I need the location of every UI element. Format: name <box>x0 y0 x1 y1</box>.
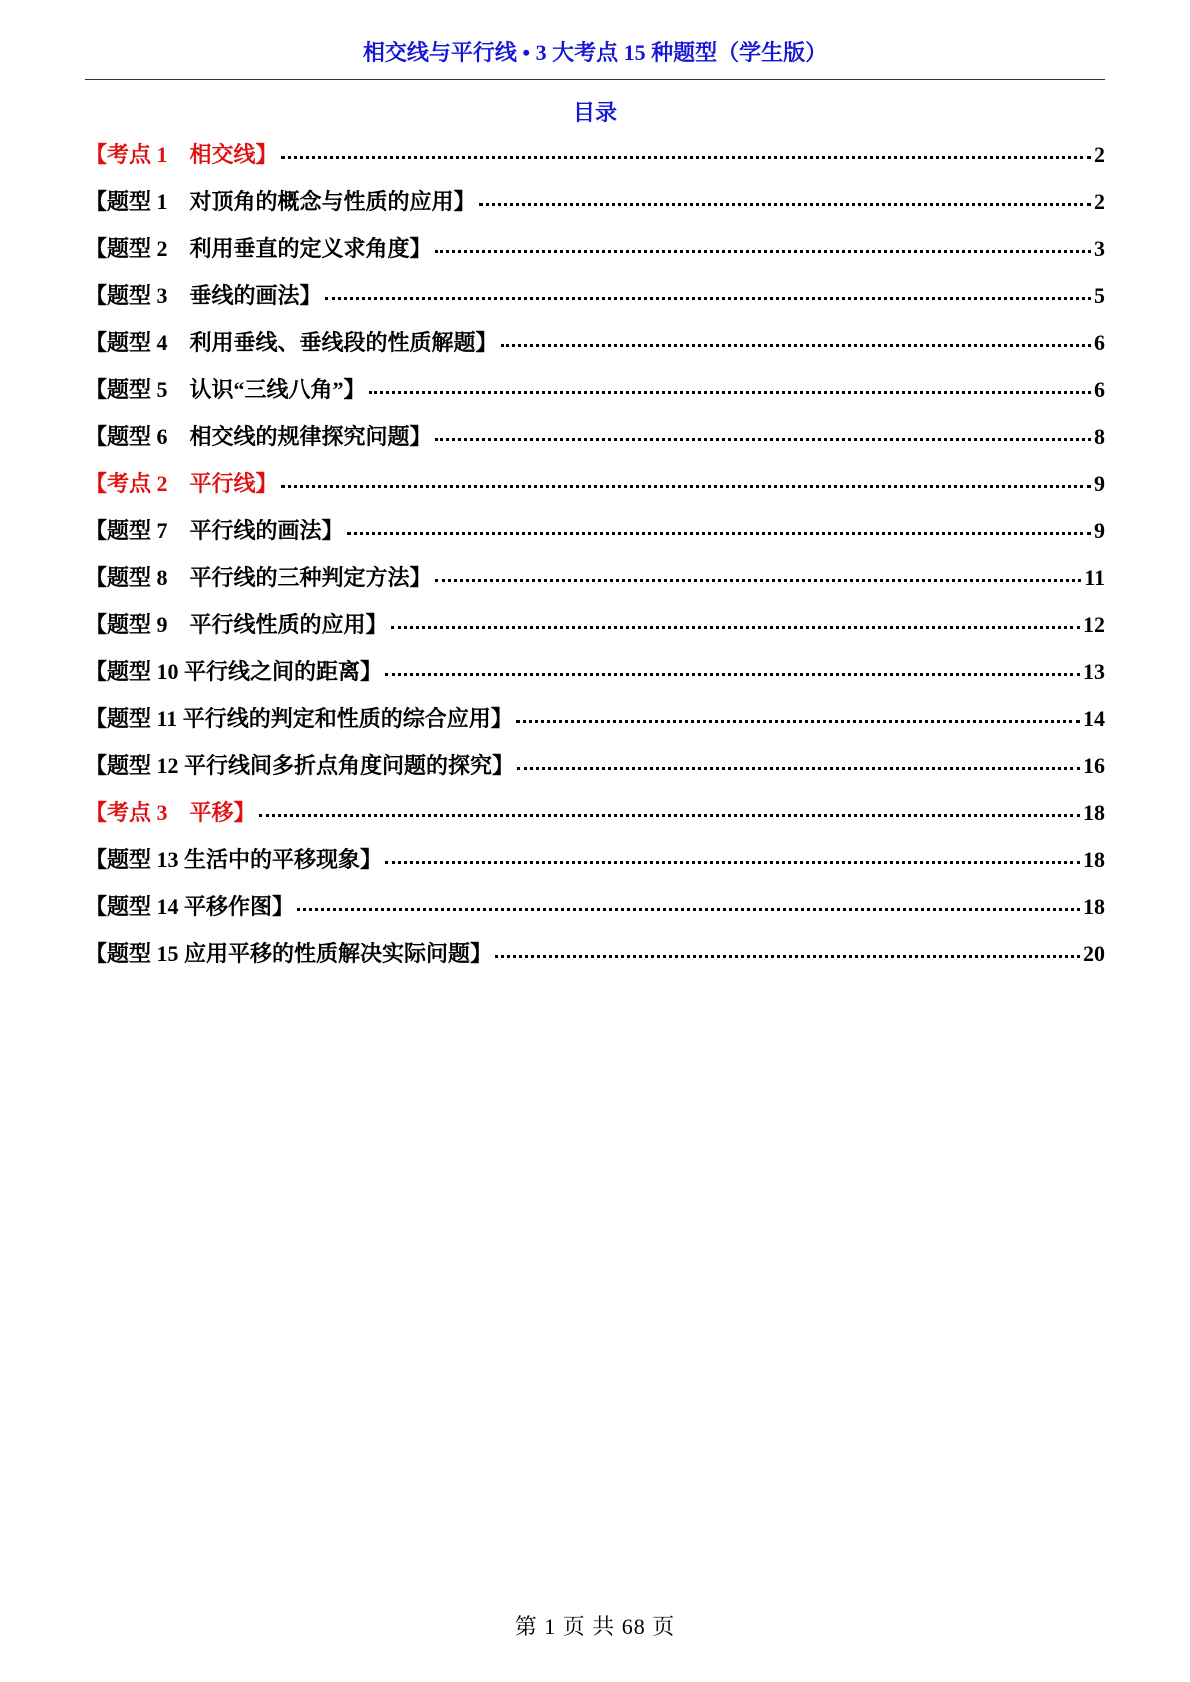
toc-entry-label: 【考点 1 相交线】 <box>85 142 278 167</box>
toc-item-entry[interactable] <box>85 420 1105 467</box>
toc-item-entry[interactable] <box>85 514 1105 561</box>
toc-entry-label: 【题型 5 认识“三线八角”】 <box>85 377 366 402</box>
toc-entry-label: 【题型 14 平移作图】 <box>85 894 295 919</box>
toc-page-number: 2 <box>1094 189 1105 214</box>
toc-entry-label: 【题型 13 生活中的平移现象】 <box>85 847 383 872</box>
toc-page-number: 16 <box>1083 753 1105 778</box>
toc-leader-dots <box>495 955 1080 958</box>
toc-page-number: 3 <box>1094 236 1105 261</box>
toc-page-number: 11 <box>1084 565 1105 590</box>
toc-entry-label: 【题型 10 平行线之间的距离】 <box>85 659 383 684</box>
toc-entry-label: 【题型 12 平行线间多折点角度问题的探究】 <box>85 753 515 778</box>
toc-item-entry[interactable] <box>85 608 1105 655</box>
toc-page-number: 20 <box>1083 941 1105 966</box>
toc-page-number: 6 <box>1094 377 1105 402</box>
toc-entry-label: 【题型 6 相交线的规律探究问题】 <box>85 424 432 449</box>
toc-entry-label: 【考点 3 平移】 <box>85 800 256 825</box>
toc-entry-label: 【题型 11 平行线的判定和性质的综合应用】 <box>85 706 513 731</box>
toc-section-entry[interactable] <box>85 467 1105 514</box>
toc-item-entry[interactable] <box>85 185 1105 232</box>
page-footer: 第 1 页 共 68 页 <box>514 1614 676 1639</box>
toc-leader-dots <box>435 438 1091 441</box>
toc-item-entry[interactable] <box>85 749 1105 796</box>
toc-entry-label: 【题型 15 应用平移的性质解决实际问题】 <box>85 941 493 966</box>
document-header-title: 相交线与平行线 • 3 大考点 15 种题型（学生版） <box>362 40 828 65</box>
toc-leader-dots <box>281 156 1091 159</box>
toc-leader-dots <box>516 720 1080 723</box>
toc-entry-label: 【题型 4 利用垂线、垂线段的性质解题】 <box>85 330 498 355</box>
toc-page-number: 13 <box>1083 659 1105 684</box>
toc-page-number: 9 <box>1094 471 1105 496</box>
toc-page-number: 2 <box>1094 142 1105 167</box>
toc-section-entry[interactable] <box>85 138 1105 185</box>
toc-item-entry[interactable] <box>85 279 1105 326</box>
toc-leader-dots <box>385 673 1080 676</box>
toc-item-entry[interactable] <box>85 326 1105 373</box>
toc-list <box>85 138 1105 984</box>
toc-page-number: 18 <box>1083 847 1105 872</box>
toc-leader-dots <box>501 344 1091 347</box>
toc-page-number: 6 <box>1094 330 1105 355</box>
toc-entry-label: 【考点 2 平行线】 <box>85 471 278 496</box>
toc-page-number: 9 <box>1094 518 1105 543</box>
toc-leader-dots <box>517 767 1080 770</box>
toc-item-entry[interactable] <box>85 843 1105 890</box>
toc-page-number: 12 <box>1083 612 1105 637</box>
toc-page-number: 8 <box>1094 424 1105 449</box>
toc-item-entry[interactable] <box>85 373 1105 420</box>
toc-entry-label: 【题型 9 平行线性质的应用】 <box>85 612 388 637</box>
toc-entry-label: 【题型 8 平行线的三种判定方法】 <box>85 565 432 590</box>
toc-leader-dots <box>325 297 1091 300</box>
toc-item-entry[interactable] <box>85 937 1105 984</box>
toc-item-entry[interactable] <box>85 232 1105 279</box>
toc-item-entry[interactable] <box>85 561 1105 608</box>
toc-leader-dots <box>297 908 1080 911</box>
toc-leader-dots <box>391 626 1080 629</box>
toc-entry-label: 【题型 1 对顶角的概念与性质的应用】 <box>85 189 476 214</box>
toc-leader-dots <box>479 203 1091 206</box>
toc-leader-dots <box>369 391 1091 394</box>
toc-leader-dots <box>259 814 1080 817</box>
toc-leader-dots <box>435 250 1091 253</box>
toc-item-entry[interactable] <box>85 890 1105 937</box>
toc-page-number: 14 <box>1083 706 1105 731</box>
toc-entry-label: 【题型 3 垂线的画法】 <box>85 283 322 308</box>
toc-entry-label: 【题型 7 平行线的画法】 <box>85 518 344 543</box>
toc-page-number: 5 <box>1094 283 1105 308</box>
toc-page-number: 18 <box>1083 800 1105 825</box>
toc-entry-label: 【题型 2 利用垂直的定义求角度】 <box>85 236 432 261</box>
toc-leader-dots <box>347 532 1091 535</box>
toc-leader-dots <box>385 861 1080 864</box>
toc-title: 目录 <box>572 100 617 125</box>
header-divider <box>85 79 1105 80</box>
toc-leader-dots <box>281 485 1091 488</box>
toc-section-entry[interactable] <box>85 796 1105 843</box>
toc-leader-dots <box>435 579 1082 582</box>
toc-item-entry[interactable] <box>85 655 1105 702</box>
toc-item-entry[interactable] <box>85 702 1105 749</box>
toc-page-number: 18 <box>1083 894 1105 919</box>
